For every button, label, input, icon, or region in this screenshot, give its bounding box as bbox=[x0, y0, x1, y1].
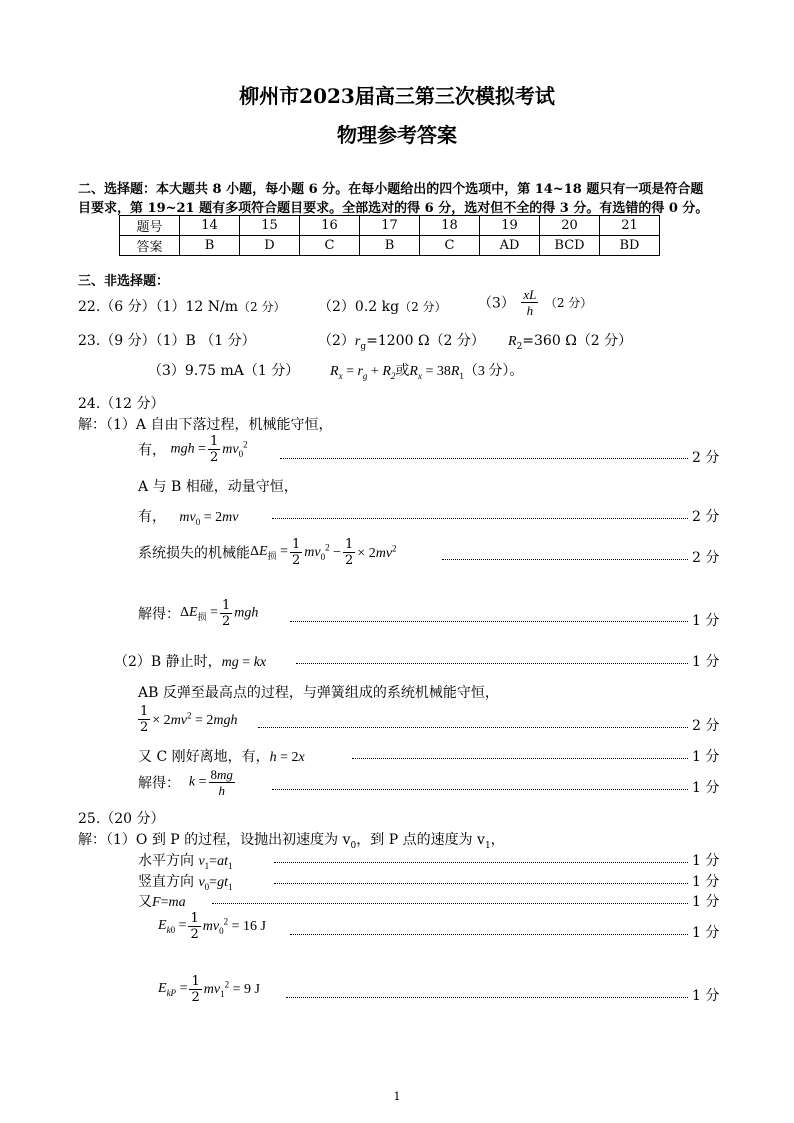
q24-eq5-pre: （2）B 静止时， bbox=[114, 654, 222, 670]
table-cell: B bbox=[180, 236, 240, 256]
table-cell: 14 bbox=[180, 216, 240, 236]
table-cell: C bbox=[300, 236, 360, 256]
q24-eq2: 有， $mv_0 = 2mv$ bbox=[138, 509, 239, 527]
q22-points1: （2 分） bbox=[238, 300, 286, 314]
leader-dots bbox=[212, 903, 688, 904]
q25-ek0-value: 16 J bbox=[242, 919, 266, 935]
section2-heading-line1: 二、选择题：本大题共 8 小题，每小题 6 分。在每小题给出的四个选项中，第 14~18 题只有一项是符合题 bbox=[78, 182, 704, 197]
q24-eq4: 解得：$\Delta E_损$ = $\frac{1}{2}$ mgh bbox=[138, 598, 259, 629]
q23-formula-or: 或 bbox=[395, 364, 410, 379]
leader-dots bbox=[274, 862, 688, 863]
section2-heading-line2: 目要求，第 19~21 题有多项符合题目要求。全部选对的得 6 分，选对但不全的得 3 分。有选错的得 0 分。 bbox=[78, 201, 709, 216]
q23-part3 bbox=[148, 360, 299, 380]
q25-eq3: 又F=ma bbox=[138, 894, 186, 910]
q25-line1-sub0: 0 bbox=[350, 840, 357, 851]
q24-eq1: 有， mgh = $\frac{1}{2}$ $mv_0^2$ bbox=[138, 434, 248, 465]
q23-part2 bbox=[318, 330, 485, 352]
q25-eq4: $E_{k0}$ = $\frac{1}{2}$ $mv_0^2 = 16$ J bbox=[158, 911, 266, 942]
q24-points1: 2 分 bbox=[692, 450, 720, 466]
table-cell: 17 bbox=[360, 216, 420, 236]
q24-eq8: 解得： k = $\frac{8mg}{h}$ bbox=[138, 767, 233, 798]
q24-eq7: 又 C 刚好离地，有，h = 2x bbox=[138, 749, 305, 765]
table-cell: BCD bbox=[540, 236, 600, 256]
q24-points5: 1 分 bbox=[692, 654, 720, 670]
table-cell: B bbox=[360, 236, 420, 256]
q22-points3: （2 分） bbox=[544, 296, 593, 310]
q23-line1 bbox=[78, 330, 256, 350]
table-cell: BD bbox=[600, 236, 660, 256]
q25-points3: 1 分 bbox=[692, 894, 720, 910]
q23-points2: （2 分） bbox=[429, 333, 485, 349]
q24-points7: 1 分 bbox=[692, 749, 720, 765]
leader-dots bbox=[272, 789, 688, 790]
leader-dots bbox=[296, 663, 688, 664]
q22-part2-line bbox=[318, 296, 447, 316]
leader-dots bbox=[290, 934, 688, 935]
q22-line bbox=[78, 296, 286, 316]
answer-table bbox=[119, 215, 660, 256]
table-cell: 19 bbox=[480, 216, 540, 236]
table-row-answers bbox=[120, 236, 660, 256]
q24-eq4-pre: 解得： bbox=[138, 606, 180, 623]
subscript-loss: 损 bbox=[267, 550, 277, 561]
q23-formula-coef: 38 bbox=[436, 364, 451, 379]
q24-eq8-pre: 解得： bbox=[138, 775, 180, 792]
table-row-question-numbers bbox=[120, 216, 660, 236]
q25-points2: 1 分 bbox=[692, 874, 720, 890]
q23-points5: （3 分）。 bbox=[463, 364, 524, 379]
leader-dots bbox=[258, 727, 688, 728]
q22-fraction bbox=[521, 287, 538, 318]
q22-part3-line bbox=[478, 287, 592, 318]
fraction-denominator: h bbox=[526, 303, 534, 318]
q24-eq3: 系统损失的机械能$\Delta E_损$ = $\frac{1}{2}$ $mv_0^2$ − $\frac{1}{2}$ × $2mv^2$ bbox=[138, 537, 397, 568]
q23-part3-label: （3）9.75 mA bbox=[148, 363, 244, 379]
table-cell: 15 bbox=[240, 216, 300, 236]
q24-line3: A 与 B 相碰，动量守恒， bbox=[138, 479, 298, 495]
q25-head: 25.（20 分） bbox=[78, 811, 165, 827]
q23-r2-symbol: R bbox=[508, 334, 517, 349]
fraction-numerator: xL bbox=[523, 287, 537, 302]
q23-part2-label: （2） bbox=[318, 333, 355, 349]
leader-dots bbox=[352, 758, 688, 759]
subscript-loss: 损 bbox=[197, 611, 207, 622]
q22-part3: （3） bbox=[478, 295, 515, 312]
leader-dots bbox=[280, 458, 688, 459]
q23-points1: （1 分） bbox=[200, 333, 256, 349]
q25-points1: 1 分 bbox=[692, 853, 720, 869]
q23-rg-sub: g bbox=[360, 341, 367, 352]
q25-line1-b: ，到 P 点的速度为 v bbox=[356, 832, 485, 848]
q25-eq2-pre: 竖直方向 bbox=[138, 874, 194, 890]
leader-dots bbox=[442, 559, 688, 560]
q22-part1: 22.（6 分）（1）12 N/m bbox=[78, 299, 239, 315]
q24-eq2-pre: 有， bbox=[138, 509, 166, 525]
q24-head: 24.（12 分） bbox=[78, 396, 165, 412]
q24-points8: 1 分 bbox=[692, 780, 720, 796]
q23-r2-sub: 2 bbox=[516, 341, 523, 352]
q22-points2: （2 分） bbox=[399, 300, 447, 314]
q23-part1: 23.（9 分）（1）B bbox=[78, 333, 196, 349]
q24-points4: 1 分 bbox=[692, 613, 720, 629]
q24-line8: AB 反弹至最高点的过程，与弹簧组成的系统机械能守恒， bbox=[138, 685, 499, 701]
page-number: 1 bbox=[393, 1090, 401, 1103]
q24-points2: 2 分 bbox=[692, 509, 720, 525]
q24-points3: 2 分 bbox=[692, 550, 720, 566]
q25-ekp-value: 9 J bbox=[243, 982, 260, 998]
table-cell: C bbox=[420, 236, 480, 256]
q23-r2-value: =360 Ω bbox=[522, 333, 577, 349]
table-cell: 20 bbox=[540, 216, 600, 236]
q24-line1: 解：（1）A 自由下落过程，机械能守恒， bbox=[78, 417, 333, 433]
table-cell: AD bbox=[480, 236, 540, 256]
q25-eq5: $E_{kP}$ = $\frac{1}{2}$ $mv_1^2 = 9$ J bbox=[158, 974, 260, 1005]
q25-eq1: 水平方向 $v_1=at_1$ bbox=[138, 853, 233, 871]
q24-eq6: $\frac{1}{2}$ × $2mv^2 = 2mgh$ bbox=[140, 704, 238, 735]
q24-eq5: （2）B 静止时，mg = kx bbox=[114, 654, 267, 670]
q24-eq3-pre: 系统损失的机械能 bbox=[138, 545, 250, 562]
leader-dots bbox=[274, 883, 688, 884]
section3-heading: 三、非选择题： bbox=[78, 274, 170, 289]
leader-dots bbox=[290, 621, 688, 622]
table-cell: D bbox=[240, 236, 300, 256]
q24-eq7-pre: 又 C 刚好离地，有， bbox=[138, 749, 270, 765]
q23-points4: （1 分） bbox=[243, 363, 300, 379]
table-cell: 21 bbox=[600, 216, 660, 236]
table-cell: 16 bbox=[300, 216, 360, 236]
q24-points6: 2 分 bbox=[692, 718, 720, 734]
table-cell: 18 bbox=[420, 216, 480, 236]
q25-eq2: 竖直方向 $v_0=gt_1$ bbox=[138, 874, 233, 892]
table-cell: 题号 bbox=[120, 216, 180, 236]
q25-eq1-pre: 水平方向 bbox=[138, 853, 194, 869]
q25-line1-c: ， bbox=[490, 832, 505, 848]
q22-part2: （2）0.2 kg bbox=[318, 299, 400, 315]
q25-points5: 1 分 bbox=[692, 988, 720, 1004]
table-cell: 答案 bbox=[120, 236, 180, 256]
q25-line1 bbox=[78, 829, 505, 851]
q25-eq3-pre: 又 bbox=[138, 894, 152, 910]
q24-eq1-pre: 有， bbox=[138, 442, 166, 459]
leader-dots bbox=[286, 997, 688, 998]
q23-rg-value: =1200 Ω bbox=[366, 333, 430, 349]
q25-line1-a: 解：（1）O 到 P 的过程，设抛出初速度为 v bbox=[78, 832, 351, 848]
sub-title: 物理参考答案 bbox=[337, 123, 457, 147]
q23-points3: （2 分） bbox=[576, 333, 633, 349]
q23-r2 bbox=[508, 330, 632, 352]
q23-rg-symbol: r bbox=[354, 334, 361, 349]
q23-formula: $R_x = r_g + R_2$或$R_x = 38R_1(3$ 分）。 bbox=[330, 364, 524, 381]
q25-points4: 1 分 bbox=[692, 925, 720, 941]
q25-line1-sub1: 1 bbox=[484, 840, 491, 851]
main-title: 柳州市2023届高三第三次模拟考试 bbox=[239, 84, 555, 108]
leader-dots bbox=[272, 518, 688, 519]
